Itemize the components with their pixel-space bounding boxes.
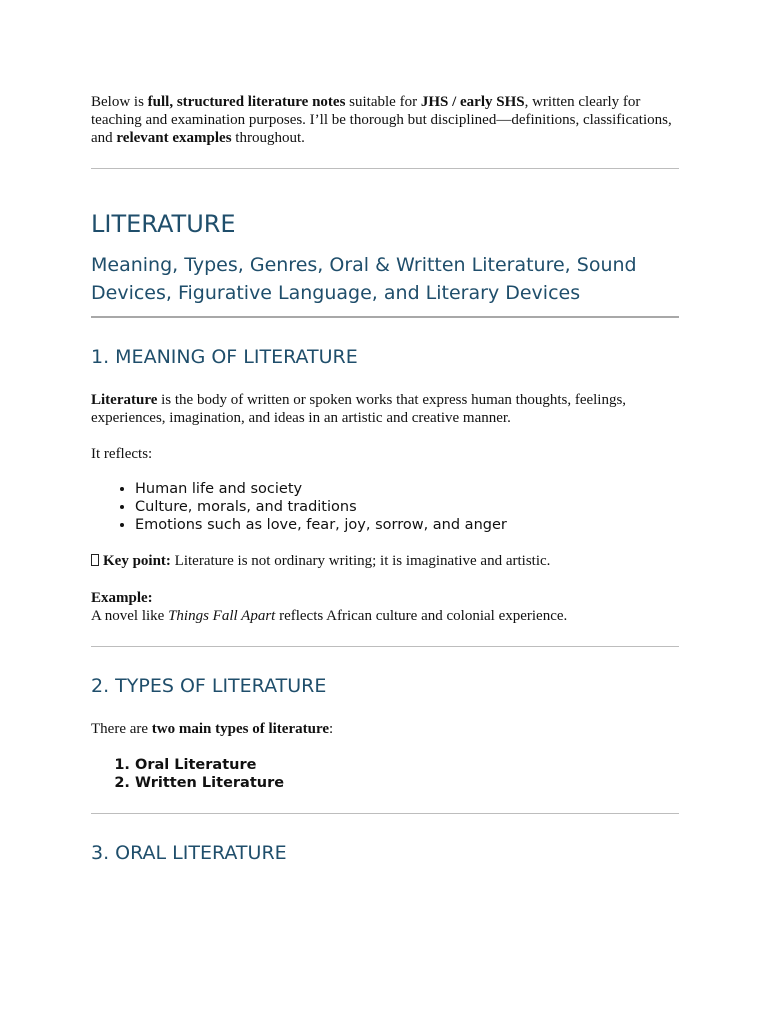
- divider: [91, 168, 679, 169]
- list-item-oral: 1. Oral Literature: [135, 756, 679, 774]
- definition-paragraph: [91, 391, 679, 427]
- types-list: [91, 756, 679, 792]
- reflects-label: It reflects:: [91, 446, 153, 462]
- key-point-label: Key point:: [103, 553, 171, 569]
- example-text: [91, 607, 679, 625]
- list-item: • Human life and society: [135, 480, 679, 498]
- types-intro-text: :: [328, 721, 334, 737]
- section-heading-types: 2. TYPES OF LITERATURE: [91, 675, 327, 697]
- key-point: [91, 552, 679, 570]
- key-point-text: Literature is not ordinary writing; it is imaginative and artistic.: [170, 553, 551, 569]
- section-heading-oral: 3. ORAL LITERATURE: [91, 842, 287, 864]
- definition-term: Literature: [91, 392, 158, 408]
- intro-bold-notes: full, structured literature notes: [147, 94, 346, 110]
- document-body: [91, 93, 679, 865]
- example-text-part: A novel like: [91, 608, 169, 624]
- example-label: [91, 589, 679, 607]
- types-intro-bold: two main types of literature: [151, 721, 329, 737]
- intro-bold-examples: relevant examples: [116, 130, 232, 146]
- types-intro: [91, 720, 679, 738]
- definition-text: is the body of written or spoken works that express human thoughts, feelings, experiences, imagination, and ideas in an artistic and creative manner.: [91, 392, 627, 426]
- intro-text: , written clearly for teaching and examination purposes. I’ll be thorough but disciplined—definitions, classifications, and: [91, 94, 672, 146]
- list-item-written: 2. Written Literature: [135, 774, 679, 792]
- divider: [91, 646, 679, 647]
- example-book-title: Things Fall Apart: [168, 608, 276, 624]
- divider: [91, 316, 679, 318]
- example-label-text: Example:: [91, 590, 153, 606]
- key-icon: [91, 554, 99, 566]
- list-item: • Culture, morals, and traditions: [135, 498, 679, 516]
- section-heading-meaning: 1. MEANING OF LITERATURE: [91, 346, 358, 368]
- intro-bold-level: JHS / early SHS: [420, 94, 525, 110]
- intro-paragraph: [91, 93, 679, 147]
- types-intro-text: There are: [91, 721, 152, 737]
- document-subtitle: Meaning, Types, Genres, Oral & Written Literature, Sound Devices, Figurative Language, and Literary Devices: [91, 254, 637, 304]
- example-text-part: reflects African culture and colonial experience.: [275, 608, 568, 624]
- intro-text: throughout.: [231, 130, 305, 146]
- intro-text: Below is: [91, 94, 148, 110]
- document-title: LITERATURE: [91, 210, 236, 238]
- divider: [91, 813, 679, 814]
- intro-text: suitable for: [345, 94, 421, 110]
- reflects-list: [91, 480, 679, 534]
- list-item: • Emotions such as love, fear, joy, sorrow, and anger: [135, 516, 679, 534]
